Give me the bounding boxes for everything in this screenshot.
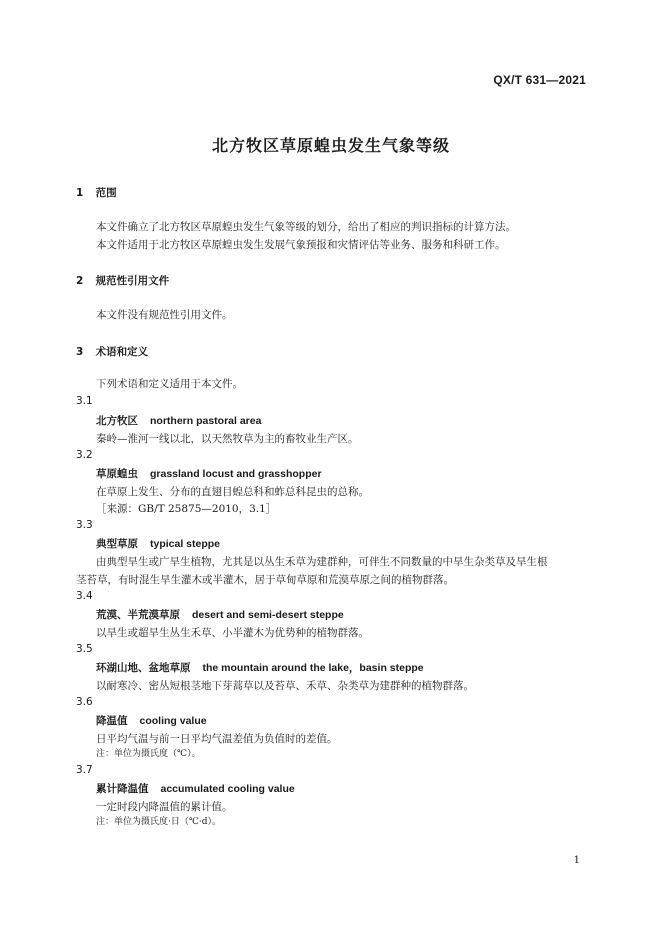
document-title: 北方牧区草原蝗虫发生气象等级 [211, 136, 450, 155]
term-definition: 以耐寒冷、密丛短根茎地下芽蒿草以及苔草、禾草、杂类草为建群种的植物群落。 [96, 680, 474, 692]
term-entry [96, 466, 322, 481]
term-zh: 环湖山地、盆地草原 [96, 662, 191, 674]
term-zh: 典型草原 [96, 538, 138, 550]
term-source: ［来源：GB/T 25875—2010，3.1］ [96, 503, 277, 515]
term-number: 3.5 [76, 643, 93, 655]
term-definition: 以旱生或超旱生丛生禾草、小半灌木为优势种的植物群落。 [96, 627, 369, 639]
section-heading-scope [76, 185, 117, 200]
term-entry [96, 536, 220, 551]
term-number: 3.4 [76, 590, 93, 602]
term-definition-line: 茎苔草，有时混生旱生灌木或半灌木，居于草甸草原和荒漠草原之间的植物群落。 [76, 574, 454, 586]
term-definition: 一定时段内降温值的累计值。 [96, 801, 233, 813]
standard-code: QX/T 631—2021 [493, 73, 586, 87]
section-number: 1 [76, 187, 84, 199]
term-zh: 草原蝗虫 [96, 468, 138, 480]
term-en: desert and semi-desert steppe [192, 609, 344, 621]
section-number: 2 [76, 275, 84, 287]
term-en: the mountain around the lake，basin steppe [202, 662, 424, 674]
section-heading-terms [76, 344, 148, 359]
term-zh: 荒漠、半荒漠草原 [96, 609, 180, 621]
term-en: northern pastoral area [150, 415, 262, 427]
term-entry [96, 660, 424, 675]
term-number: 3.2 [76, 449, 93, 461]
term-entry [96, 607, 344, 622]
section-heading-normative-references [76, 273, 169, 288]
term-zh: 累计降温值 [96, 783, 149, 795]
term-definition: 秦岭—淮河一线以北，以天然牧草为主的畜牧业生产区。 [96, 433, 359, 445]
terms-intro: 下列术语和定义适用于本文件。 [96, 378, 243, 390]
term-entry [96, 413, 261, 428]
term-zh: 降温值 [96, 715, 128, 727]
term-note: 注：单位为摄氏度（℃）。 [96, 749, 201, 759]
term-number: 3.6 [76, 696, 93, 708]
page-number: 1 [573, 855, 580, 866]
section-title: 术语和定义 [95, 346, 149, 358]
term-en: accumulated cooling value [160, 783, 295, 795]
term-number: 3.1 [76, 395, 93, 407]
term-definition-line: 由典型旱生或广旱生植物，尤其是以丛生禾草为建群种，可伴生不同数量的中旱生杂类草及旱生根 [96, 556, 548, 568]
term-definition: 日平均气温与前一日平均气温差值为负值时的差值。 [96, 733, 338, 745]
term-number: 3.3 [76, 519, 93, 531]
term-definition: 在草原上发生、分布的直翅目蝗总科和蚱总科昆虫的总称。 [96, 486, 369, 498]
term-number: 3.7 [76, 764, 93, 776]
term-en: grassland locust and grasshopper [150, 468, 322, 480]
term-entry [96, 713, 207, 728]
paragraph: 本文件没有规范性引用文件。 [96, 309, 233, 321]
term-note: 注：单位为摄氏度·日（℃·d）。 [96, 817, 222, 827]
section-title: 范围 [95, 187, 117, 199]
paragraph: 本文件确立了北方牧区草原蝗虫发生气象等级的划分，给出了相应的判识指标的计算方法。 [96, 221, 516, 233]
term-en: cooling value [139, 715, 207, 727]
paragraph: 本文件适用于北方牧区草原蝗虫发生发展气象预报和灾情评估等业务、服务和科研工作。 [96, 239, 506, 251]
section-number: 3 [76, 346, 84, 358]
term-zh: 北方牧区 [96, 415, 138, 427]
term-en: typical steppe [150, 538, 221, 550]
section-title: 规范性引用文件 [95, 275, 170, 287]
term-entry [96, 781, 295, 796]
